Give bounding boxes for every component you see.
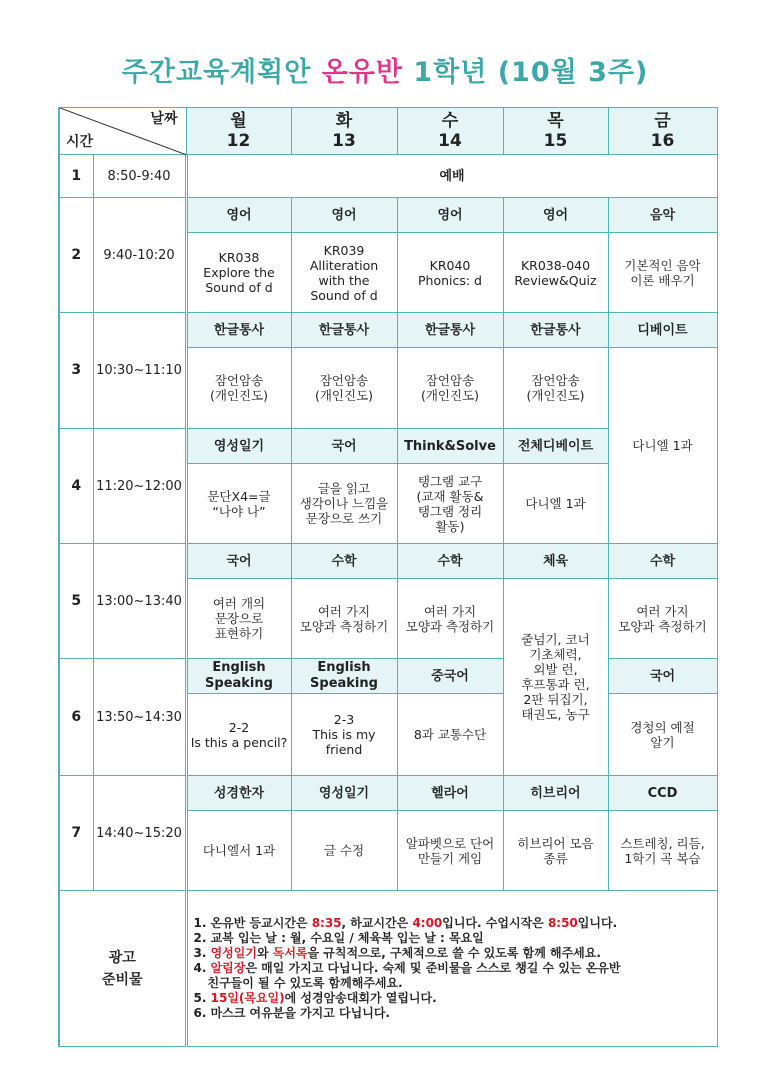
content-cell: 여러 가지 모양과 측정하기 xyxy=(291,579,397,659)
header-corner xyxy=(59,108,186,155)
note-item: 2. 교복 입는 날 : 월, 수요일 / 체육복 입는 날 : 목요일 xyxy=(193,931,484,945)
content-cell: 알파벳으로 단어 만들기 게임 xyxy=(397,811,503,891)
content-cell: KR038-040 Review&Quiz xyxy=(503,233,608,313)
worship-cell: 예배 xyxy=(186,155,717,198)
content-cell: 경청의 예절 알기 xyxy=(608,694,717,776)
content-cell: 글을 읽고 생각이나 느낌을 문장으로 쓰기 xyxy=(291,464,397,544)
subject-cell: 국어 xyxy=(608,659,717,694)
subject-cell: 한글통사 xyxy=(186,313,291,348)
content-cell: 2-2 Is this a pencil? xyxy=(186,694,291,776)
note-item: 1. 온유반 등교시간은 8:35, 하교시간은 4:00입니다. 수업시작은 8:50입니다. xyxy=(193,916,618,930)
period-number: 1 xyxy=(59,155,93,198)
content-cell: 문단X4=글 “나야 나” xyxy=(186,464,291,544)
content-cell: 여러 가지 모양과 측정하기 xyxy=(397,579,503,659)
notes-content xyxy=(186,891,717,1047)
note-item: 6. 마스크 여유분을 가지고 다닙니다. xyxy=(193,1006,390,1020)
subject-cell: 국어 xyxy=(291,429,397,464)
time-label: 시간 xyxy=(66,134,94,150)
period-time: 14:40~15:20 xyxy=(93,776,186,891)
subject-cell: 체육 xyxy=(503,544,608,579)
period-time: 8:50-9:40 xyxy=(93,155,186,198)
day-header-fri: 금 16 xyxy=(608,108,717,155)
subject-cell: 국어 xyxy=(186,544,291,579)
period-number: 6 xyxy=(59,659,93,776)
subject-cell: Think&Solve xyxy=(397,429,503,464)
period-time: 9:40-10:20 xyxy=(93,198,186,313)
subject-cell: 헬라어 xyxy=(397,776,503,811)
subject-cell: 영어 xyxy=(397,198,503,233)
subject-cell: 수학 xyxy=(397,544,503,579)
subject-cell: English Speaking xyxy=(291,659,397,694)
subject-cell: 한글통사 xyxy=(503,313,608,348)
content-cell: 여러 개의 문장으로 표현하기 xyxy=(186,579,291,659)
content-cell: 8과 교통수단 xyxy=(397,694,503,776)
subject-cell: 음악 xyxy=(608,198,717,233)
note-item: 3. 영성일기와 독서록을 규칙적으로, 구체적으로 쓸 수 있도록 함께 해주세요. xyxy=(193,946,601,960)
content-cell-merged: 다니엘 1과 xyxy=(608,348,717,544)
content-cell: KR039 Alliteration with the Sound of d xyxy=(291,233,397,313)
content-cell: 다니엘서 1과 xyxy=(186,811,291,891)
content-cell: 잠언암송 (개인진도) xyxy=(186,348,291,429)
content-cell: 탱그램 교구 (교재 활동& 탱그램 정리 활동) xyxy=(397,464,503,544)
subject-cell: 히브리어 xyxy=(503,776,608,811)
period-time: 13:00~13:40 xyxy=(93,544,186,659)
content-cell: 2-3 This is my friend xyxy=(291,694,397,776)
content-cell: KR038 Explore the Sound of d xyxy=(186,233,291,313)
subject-cell: 중국어 xyxy=(397,659,503,694)
period-time: 10:30~11:10 xyxy=(93,313,186,429)
content-cell-merged: 줄넘기, 코너 기초체력, 외발 런, 후프통과 런, 2판 뒤집기, 태권도, 농구 xyxy=(503,579,608,776)
subject-cell: 전체디베이트 xyxy=(503,429,608,464)
subject-cell: English Speaking xyxy=(186,659,291,694)
period-time: 11:20~12:00 xyxy=(93,429,186,544)
subject-cell: 성경한자 xyxy=(186,776,291,811)
content-cell: 스트레칭, 리듬, 1학기 곡 복습 xyxy=(608,811,717,891)
content-cell: 여러 가지 모양과 측정하기 xyxy=(608,579,717,659)
day-header-mon: 월 12 xyxy=(186,108,291,155)
subject-cell: 영성일기 xyxy=(186,429,291,464)
subject-cell: 수학 xyxy=(291,544,397,579)
period-number: 5 xyxy=(59,544,93,659)
content-cell: KR040 Phonics: d xyxy=(397,233,503,313)
subject-cell: 영어 xyxy=(186,198,291,233)
subject-cell: 영어 xyxy=(291,198,397,233)
period-number: 4 xyxy=(59,429,93,544)
subject-cell: 한글통사 xyxy=(291,313,397,348)
subject-cell: CCD xyxy=(608,776,717,811)
period-number: 3 xyxy=(59,313,93,429)
content-cell: 잠언암송 (개인진도) xyxy=(291,348,397,429)
content-cell: 잠언암송 (개인진도) xyxy=(397,348,503,429)
subject-cell: 한글통사 xyxy=(397,313,503,348)
period-time: 13:50~14:30 xyxy=(93,659,186,776)
notes-label: 광고 준비물 xyxy=(59,891,186,1047)
content-cell: 다니엘 1과 xyxy=(503,464,608,544)
subject-cell: 영어 xyxy=(503,198,608,233)
period-number: 2 xyxy=(59,198,93,313)
content-cell: 기본적인 음악 이론 배우기 xyxy=(608,233,717,313)
schedule-table xyxy=(58,107,718,1047)
day-header-tue: 화 13 xyxy=(291,108,397,155)
date-label: 날짜 xyxy=(150,111,178,127)
note-item: 5. 15일(목요일)에 성경암송대회가 열립니다. xyxy=(193,991,437,1005)
content-cell: 글 수정 xyxy=(291,811,397,891)
subject-cell: 디베이트 xyxy=(608,313,717,348)
page-title: 주간교육계획안 온유반 1학년 (10월 3주) xyxy=(121,57,649,88)
content-cell: 히브리어 모음 종류 xyxy=(503,811,608,891)
day-header-thu: 목 15 xyxy=(503,108,608,155)
content-cell: 잠언암송 (개인진도) xyxy=(503,348,608,429)
subject-cell: 영성일기 xyxy=(291,776,397,811)
note-item: 4. 알림장은 매일 가지고 다닙니다. 숙제 및 준비물을 스스로 챙길 수 있는 온유반 친구들이 될 수 있도록 함께해주세요. xyxy=(193,961,621,990)
subject-cell: 수학 xyxy=(608,544,717,579)
period-number: 7 xyxy=(59,776,93,891)
day-header-wed: 수 14 xyxy=(397,108,503,155)
